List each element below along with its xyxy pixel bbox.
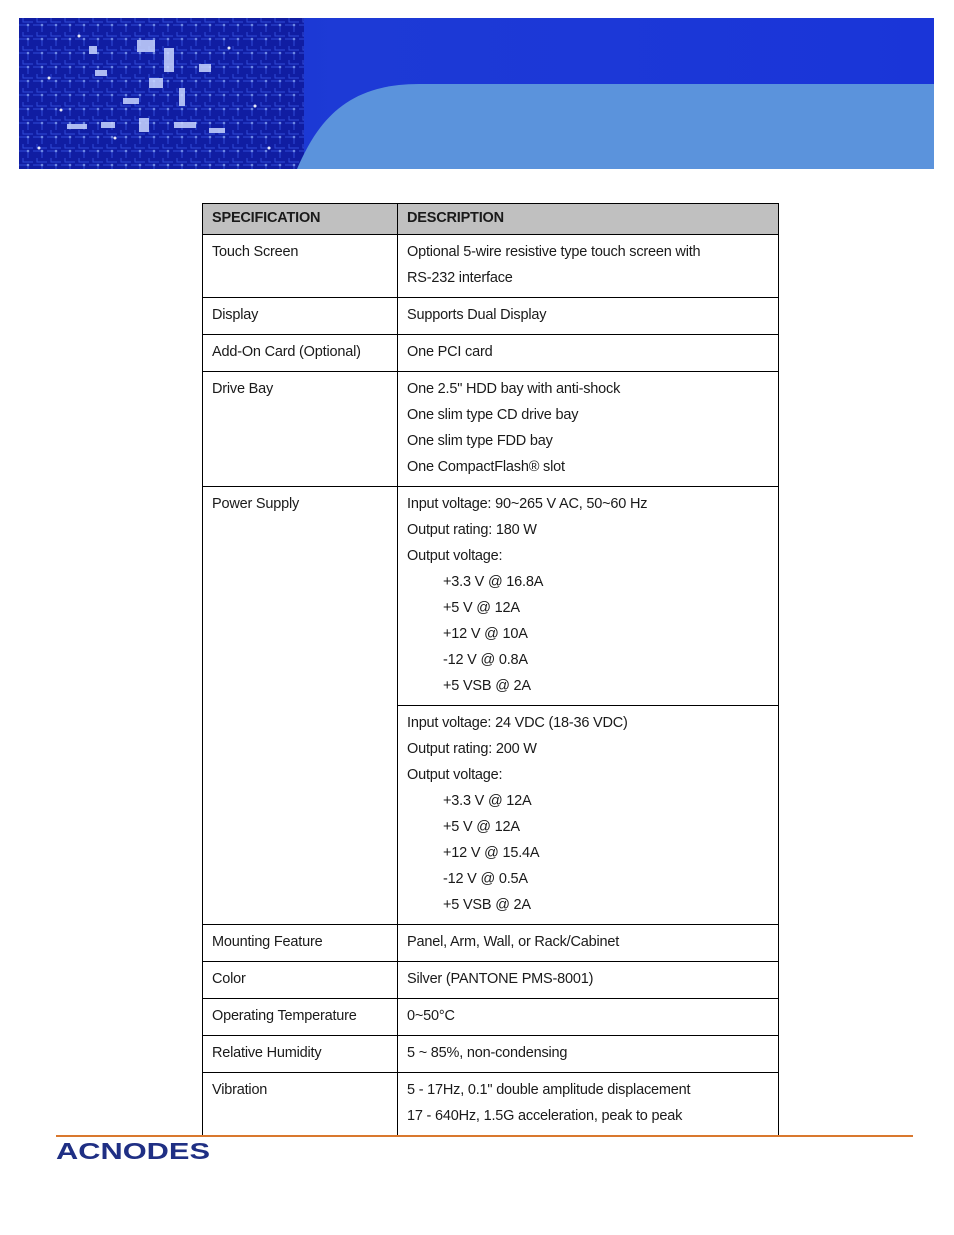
desc-line: One slim type CD drive bay — [407, 407, 579, 423]
desc-line: Silver (PANTONE PMS-8001) — [407, 971, 594, 987]
spec-cell: Color — [203, 962, 398, 999]
desc-line: Output voltage: — [407, 548, 503, 564]
desc-line: 5 - 17Hz, 0.1" double amplitude displacement — [407, 1082, 691, 1098]
footer-divider — [56, 1135, 913, 1137]
desc-line: One PCI card — [407, 344, 493, 360]
desc-line: One slim type FDD bay — [407, 433, 553, 449]
desc-cell — [398, 1036, 779, 1073]
desc-cell-dc — [398, 706, 779, 925]
desc-cell — [398, 999, 779, 1036]
table-row — [203, 372, 779, 487]
desc-line: 5 ~ 85%, non-condensing — [407, 1045, 568, 1061]
desc-cell — [398, 235, 779, 298]
output-line: -12 V @ 0.5A — [443, 871, 528, 887]
column-header-description: DESCRIPTION — [398, 204, 779, 235]
spec-cell: Power Supply — [203, 487, 398, 925]
desc-line: Input voltage: 90~265 V AC, 50~60 Hz — [407, 496, 648, 512]
desc-cell-ac — [398, 487, 779, 706]
output-line: +12 V @ 10A — [443, 626, 528, 642]
table-row — [203, 999, 779, 1036]
spec-cell: Relative Humidity — [203, 1036, 398, 1073]
output-line: +5 VSB @ 2A — [443, 678, 531, 694]
table-row — [203, 487, 779, 706]
spec-cell: Operating Temperature — [203, 999, 398, 1036]
circuit-board-banner — [19, 18, 934, 169]
table-header-row — [203, 204, 779, 235]
logo-text: ACNODES — [56, 1138, 210, 1164]
desc-cell — [398, 1073, 779, 1136]
desc-line: Output voltage: — [407, 767, 503, 783]
table-row — [203, 235, 779, 298]
table-row — [203, 335, 779, 372]
spec-cell: Mounting Feature — [203, 925, 398, 962]
output-line: +12 V @ 15.4A — [443, 845, 540, 861]
desc-line: Optional 5-wire resistive type touch screen with — [407, 244, 701, 260]
desc-line: 17 - 640Hz, 1.5G acceleration, peak to peak — [407, 1108, 683, 1124]
desc-line: Supports Dual Display — [407, 307, 547, 323]
desc-line: 0~50°C — [407, 1008, 455, 1024]
table-row — [203, 962, 779, 999]
table-row — [203, 925, 779, 962]
table-row — [203, 298, 779, 335]
acnodes-logo — [56, 1138, 216, 1164]
output-line: +5 V @ 12A — [443, 600, 520, 616]
output-line: +3.3 V @ 16.8A — [443, 574, 544, 590]
spec-cell: Touch Screen — [203, 235, 398, 298]
output-line: +5 V @ 12A — [443, 819, 520, 835]
table-row — [203, 1073, 779, 1136]
output-line: +3.3 V @ 12A — [443, 793, 532, 809]
table-row — [203, 1036, 779, 1073]
output-line: -12 V @ 0.8A — [443, 652, 528, 668]
desc-line: RS-232 interface — [407, 270, 513, 286]
specification-table — [202, 203, 779, 1136]
desc-line: One CompactFlash® slot — [407, 459, 565, 475]
desc-cell — [398, 372, 779, 487]
desc-cell — [398, 962, 779, 999]
spec-cell: Drive Bay — [203, 372, 398, 487]
desc-cell — [398, 335, 779, 372]
column-header-specification: SPECIFICATION — [203, 204, 398, 235]
spec-cell: Add-On Card (Optional) — [203, 335, 398, 372]
desc-cell — [398, 925, 779, 962]
desc-line: One 2.5" HDD bay with anti-shock — [407, 381, 621, 397]
output-line: +5 VSB @ 2A — [443, 897, 531, 913]
desc-cell — [398, 298, 779, 335]
spec-cell: Display — [203, 298, 398, 335]
header-banner — [19, 18, 934, 169]
desc-line: Output rating: 180 W — [407, 522, 537, 538]
desc-line: Output rating: 200 W — [407, 741, 537, 757]
desc-line: Panel, Arm, Wall, or Rack/Cabinet — [407, 934, 620, 950]
desc-line: Input voltage: 24 VDC (18-36 VDC) — [407, 715, 628, 731]
spec-cell: Vibration — [203, 1073, 398, 1136]
